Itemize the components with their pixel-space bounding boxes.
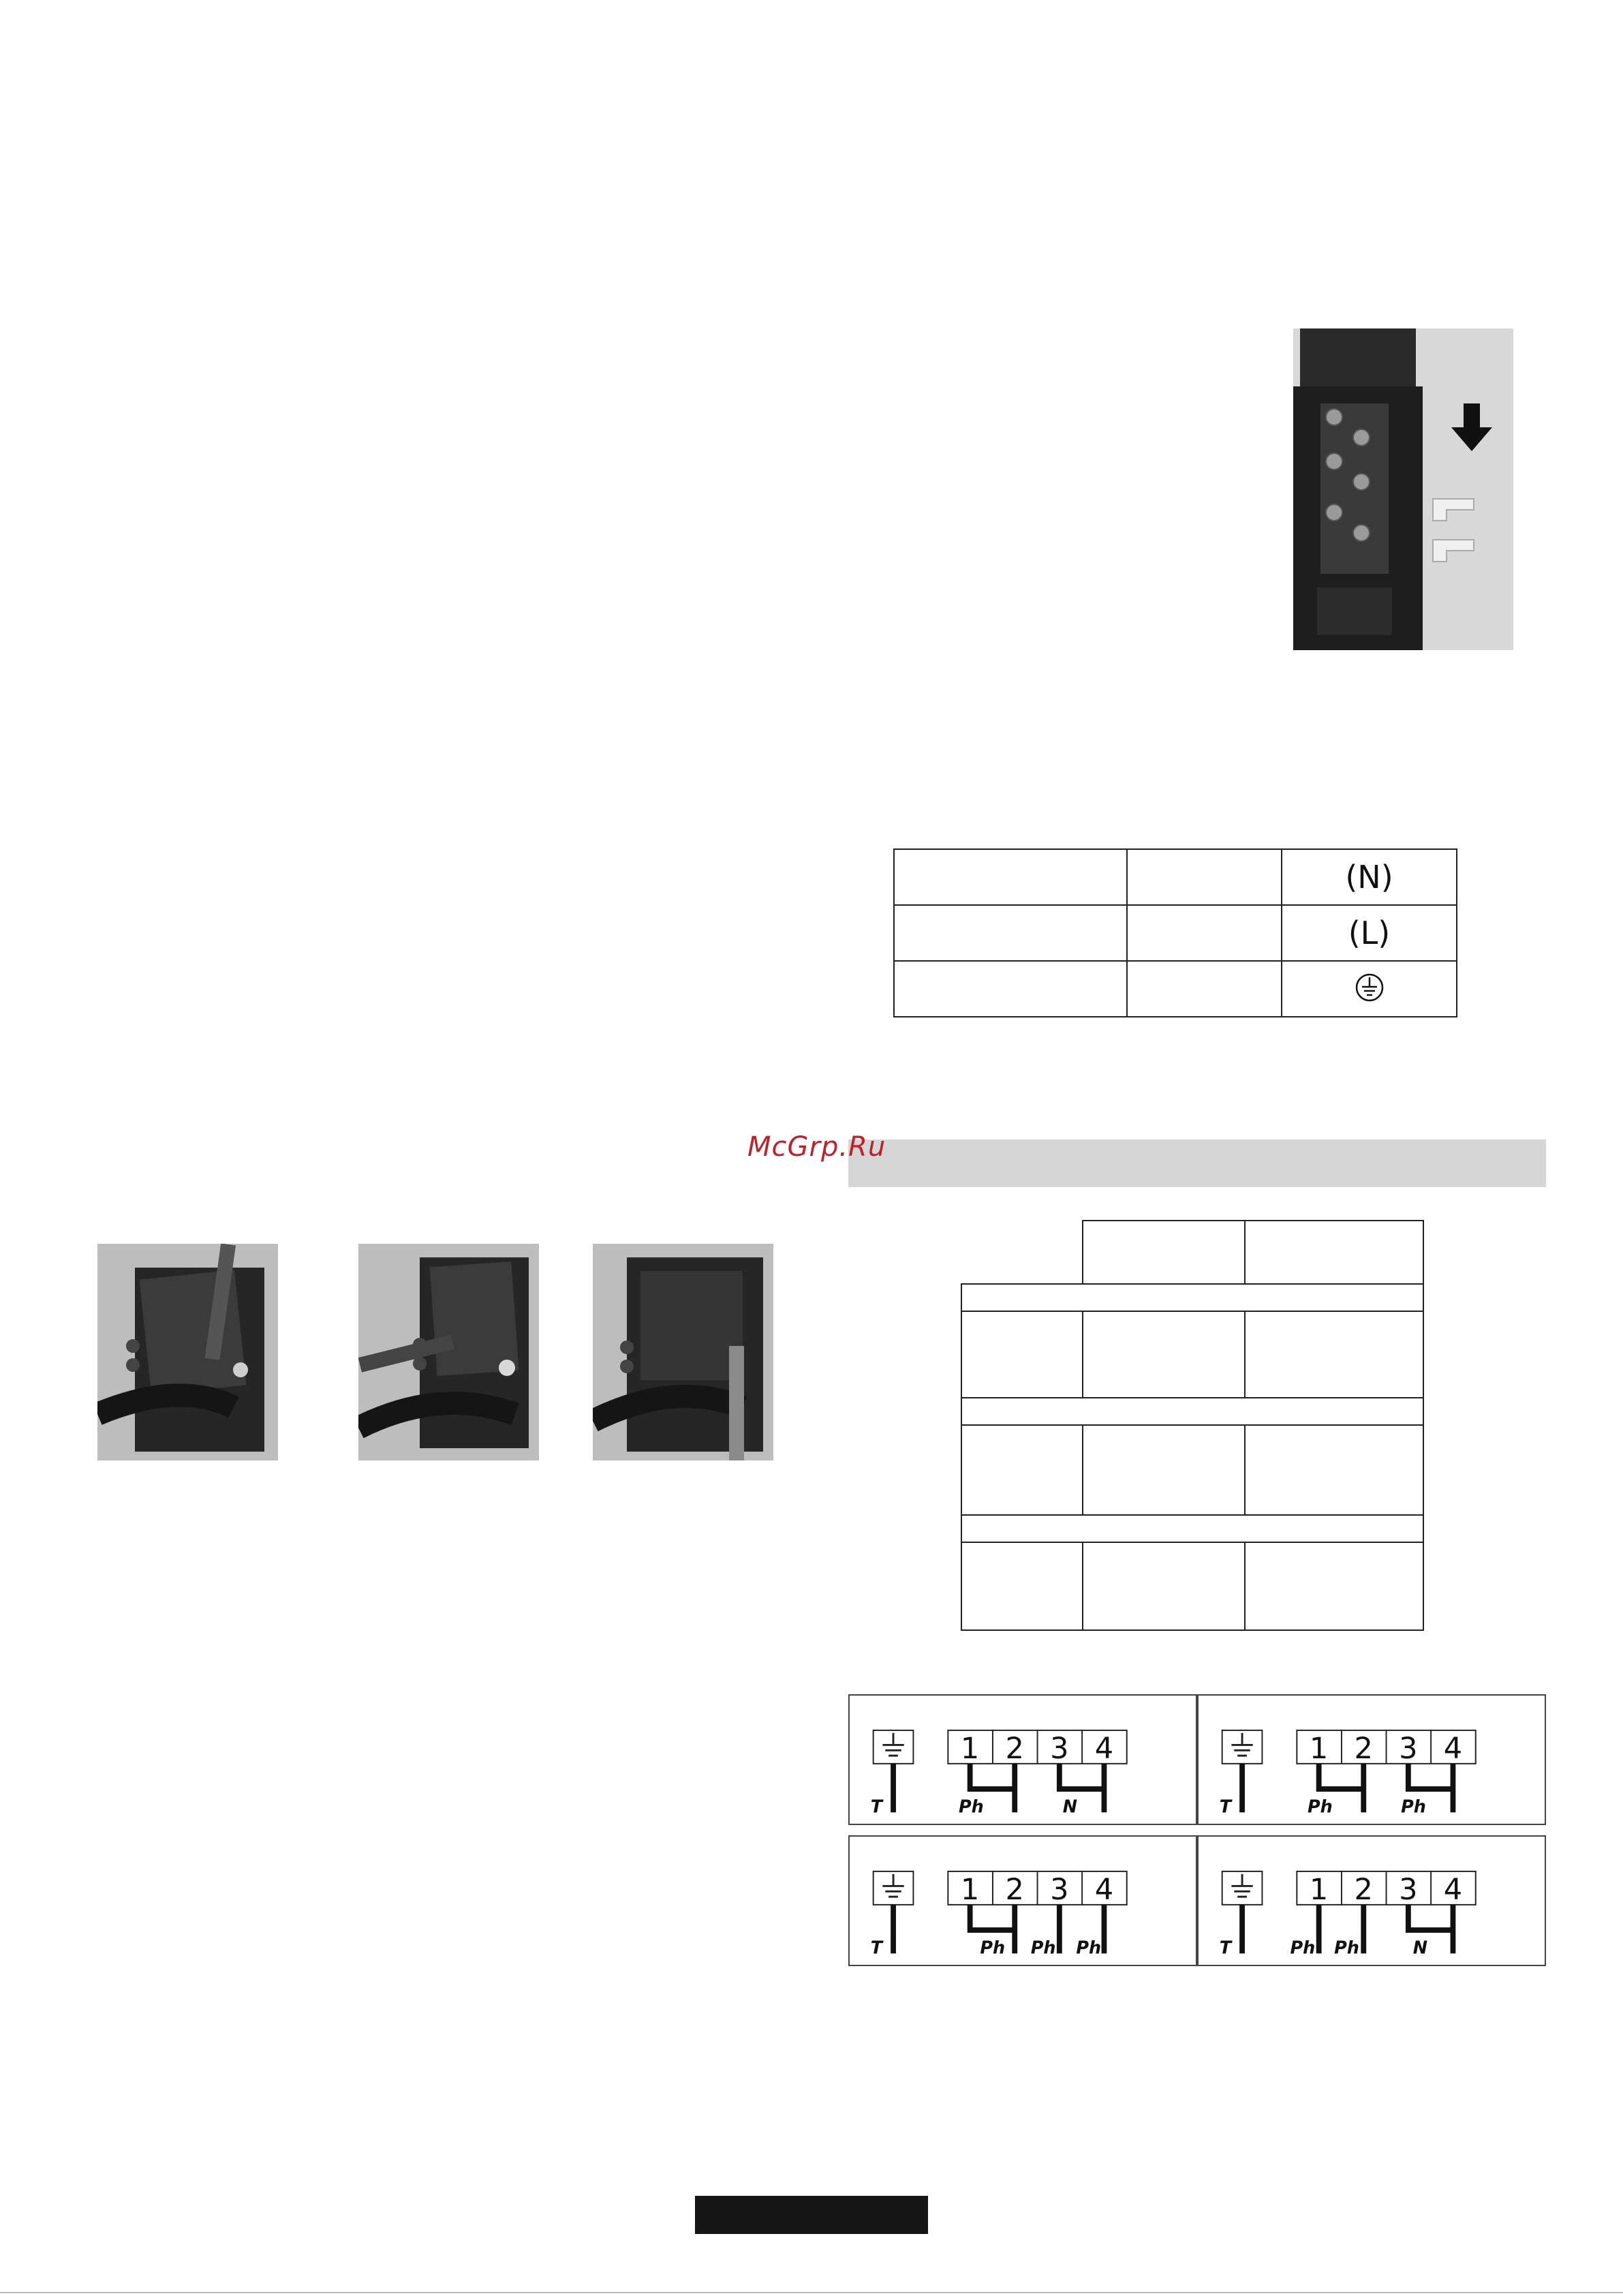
wiring-diagram-3 — [848, 1835, 1197, 1966]
label-phase: Ph — [1401, 1796, 1426, 1818]
table-row — [894, 905, 1457, 961]
label-phase: Ph — [1308, 1796, 1333, 1818]
earth-ground-icon — [1231, 1733, 1252, 1756]
cover-photo-2 — [358, 1244, 539, 1460]
connection-table — [893, 848, 1457, 1017]
earth-ground-icon — [1354, 972, 1385, 1003]
cover-photo-1 — [97, 1244, 278, 1460]
wiring-diagram-2 — [1197, 1694, 1546, 1825]
label-neutral: N — [1062, 1796, 1078, 1818]
label-phase: Ph — [1030, 1938, 1056, 1959]
terminal-2: 2 — [1354, 1732, 1373, 1766]
label-phase: Ph — [1290, 1938, 1316, 1959]
earth-ground-icon — [882, 1733, 903, 1756]
terminal-4: 4 — [1094, 1873, 1114, 1908]
neutral-label: (N) — [1345, 859, 1393, 896]
terminal-2: 2 — [1005, 1873, 1024, 1908]
label-neutral: N — [1412, 1938, 1428, 1959]
terminal-2: 2 — [1005, 1732, 1024, 1766]
page-number-bar — [695, 2196, 928, 2234]
spec-grid — [961, 1220, 1424, 1631]
terminal-1: 1 — [960, 1732, 980, 1766]
terminal-1: 1 — [1309, 1873, 1329, 1908]
wiring-diagram-1 — [848, 1694, 1197, 1825]
terminal-3: 3 — [1050, 1732, 1069, 1766]
label-phase: Ph — [1334, 1938, 1359, 1959]
terminal-3: 3 — [1399, 1873, 1418, 1908]
label-ground: T — [1219, 1938, 1232, 1959]
label-phase: Ph — [1076, 1938, 1102, 1959]
label-ground: T — [870, 1938, 883, 1959]
terminal-3: 3 — [1050, 1873, 1069, 1908]
cover-photo-3 — [593, 1244, 773, 1460]
wiring-diagram-4 — [1197, 1835, 1546, 1966]
label-ground: T — [870, 1796, 883, 1818]
terminal-block-photo — [1293, 328, 1513, 650]
terminal-3: 3 — [1399, 1732, 1418, 1766]
terminal-1: 1 — [960, 1873, 980, 1908]
earth-ground-icon — [1231, 1874, 1252, 1897]
watermark: McGrp.Ru — [747, 1131, 886, 1163]
table-row — [894, 849, 1457, 905]
earth-ground-icon — [882, 1874, 903, 1897]
terminal-2: 2 — [1354, 1873, 1373, 1908]
label-phase: Ph — [980, 1938, 1006, 1959]
label-ground: T — [1219, 1796, 1232, 1818]
line-label: (L) — [1348, 915, 1391, 951]
terminal-4: 4 — [1443, 1732, 1463, 1766]
terminal-4: 4 — [1094, 1732, 1114, 1766]
label-phase: Ph — [959, 1796, 984, 1818]
bottom-rule — [0, 2292, 1623, 2293]
terminal-1: 1 — [1309, 1732, 1329, 1766]
down-arrow-icon — [1451, 403, 1492, 451]
table-row — [894, 961, 1457, 1017]
terminal-4: 4 — [1443, 1873, 1463, 1908]
section-header-band — [848, 1139, 1546, 1187]
